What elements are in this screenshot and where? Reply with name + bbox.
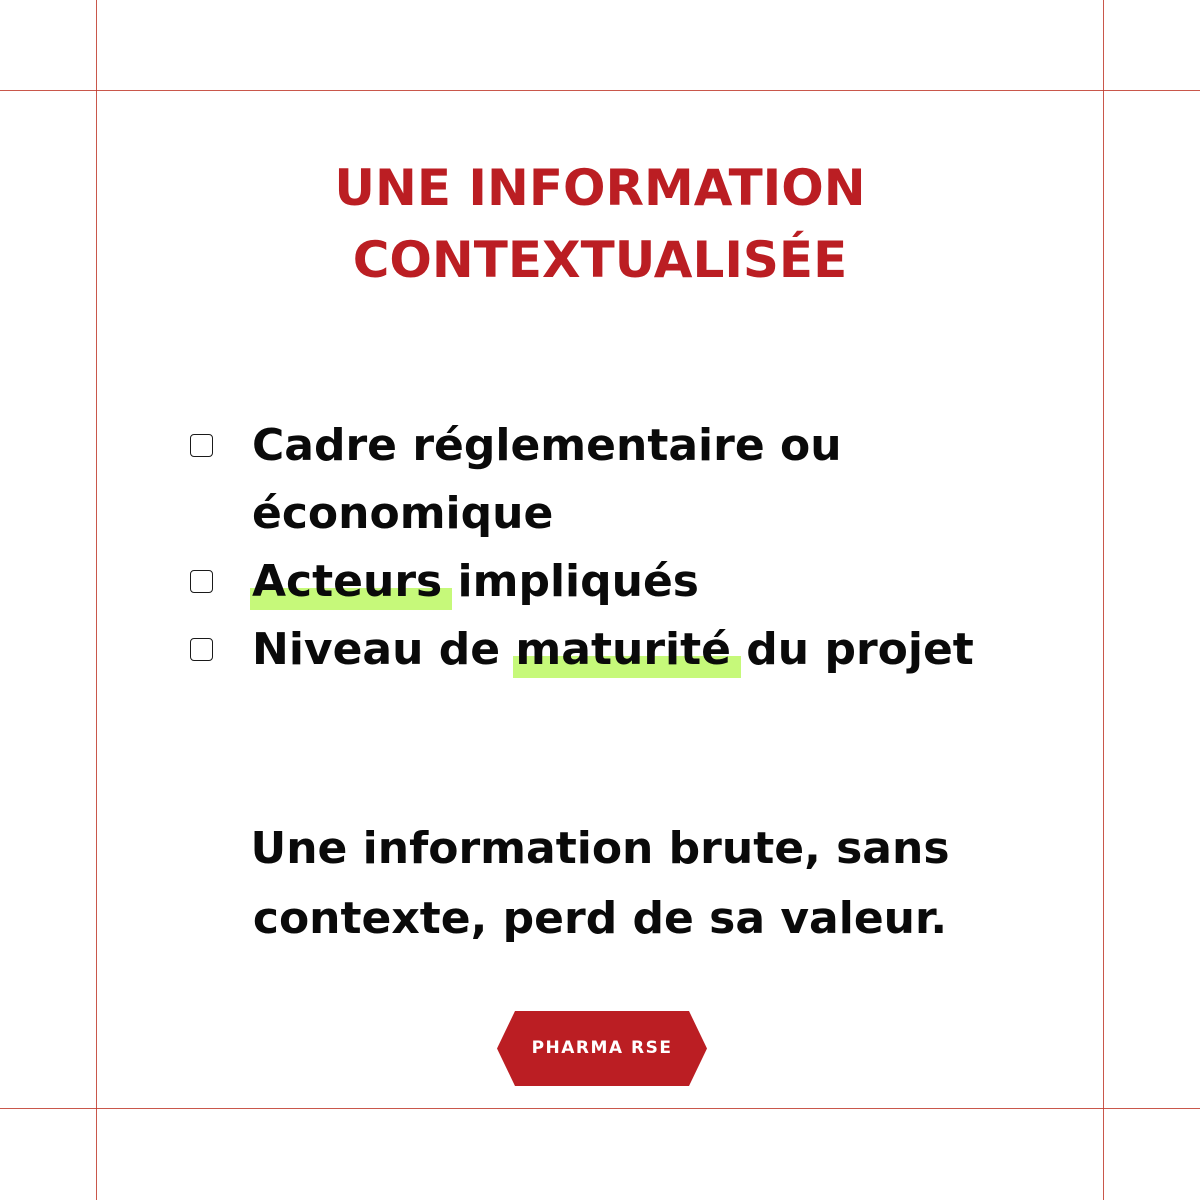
- brand-badge: [497, 1011, 707, 1086]
- slide-title: [0, 152, 1200, 296]
- checklist-item-text-after: du projet: [730, 624, 974, 675]
- closing-statement-line-2: contexte, perd de sa valeur.: [252, 893, 948, 944]
- empty-checkbox-icon: [190, 434, 213, 457]
- highlighted-word: maturité: [515, 616, 731, 684]
- checklist-item-text: impliqués: [442, 556, 699, 607]
- empty-checkbox-icon: [190, 638, 213, 661]
- guide-line-bottom: [0, 1108, 1200, 1109]
- checklist-item-text-line-2: économique: [252, 488, 554, 539]
- checklist-item-cadre: [188, 412, 1088, 548]
- checklist-item-acteurs: [188, 548, 1088, 616]
- checklist-item-niveau: [188, 616, 1088, 684]
- brand-badge-label: PHARMA RSE: [531, 1038, 673, 1058]
- checklist-item-text-before: Niveau de: [252, 624, 516, 675]
- checklist-item-text-line-1: Cadre réglementaire ou: [252, 420, 842, 471]
- guide-line-top: [0, 90, 1200, 91]
- slide-title-line-2: CONTEXTUALISÉE: [352, 231, 848, 289]
- slide-title-line-1: UNE INFORMATION: [334, 159, 866, 217]
- closing-statement: [0, 814, 1200, 954]
- closing-statement-line-1: Une information brute, sans: [250, 823, 950, 874]
- empty-checkbox-icon: [190, 570, 213, 593]
- highlighted-word: Acteurs: [252, 548, 442, 616]
- checklist: [188, 412, 1088, 684]
